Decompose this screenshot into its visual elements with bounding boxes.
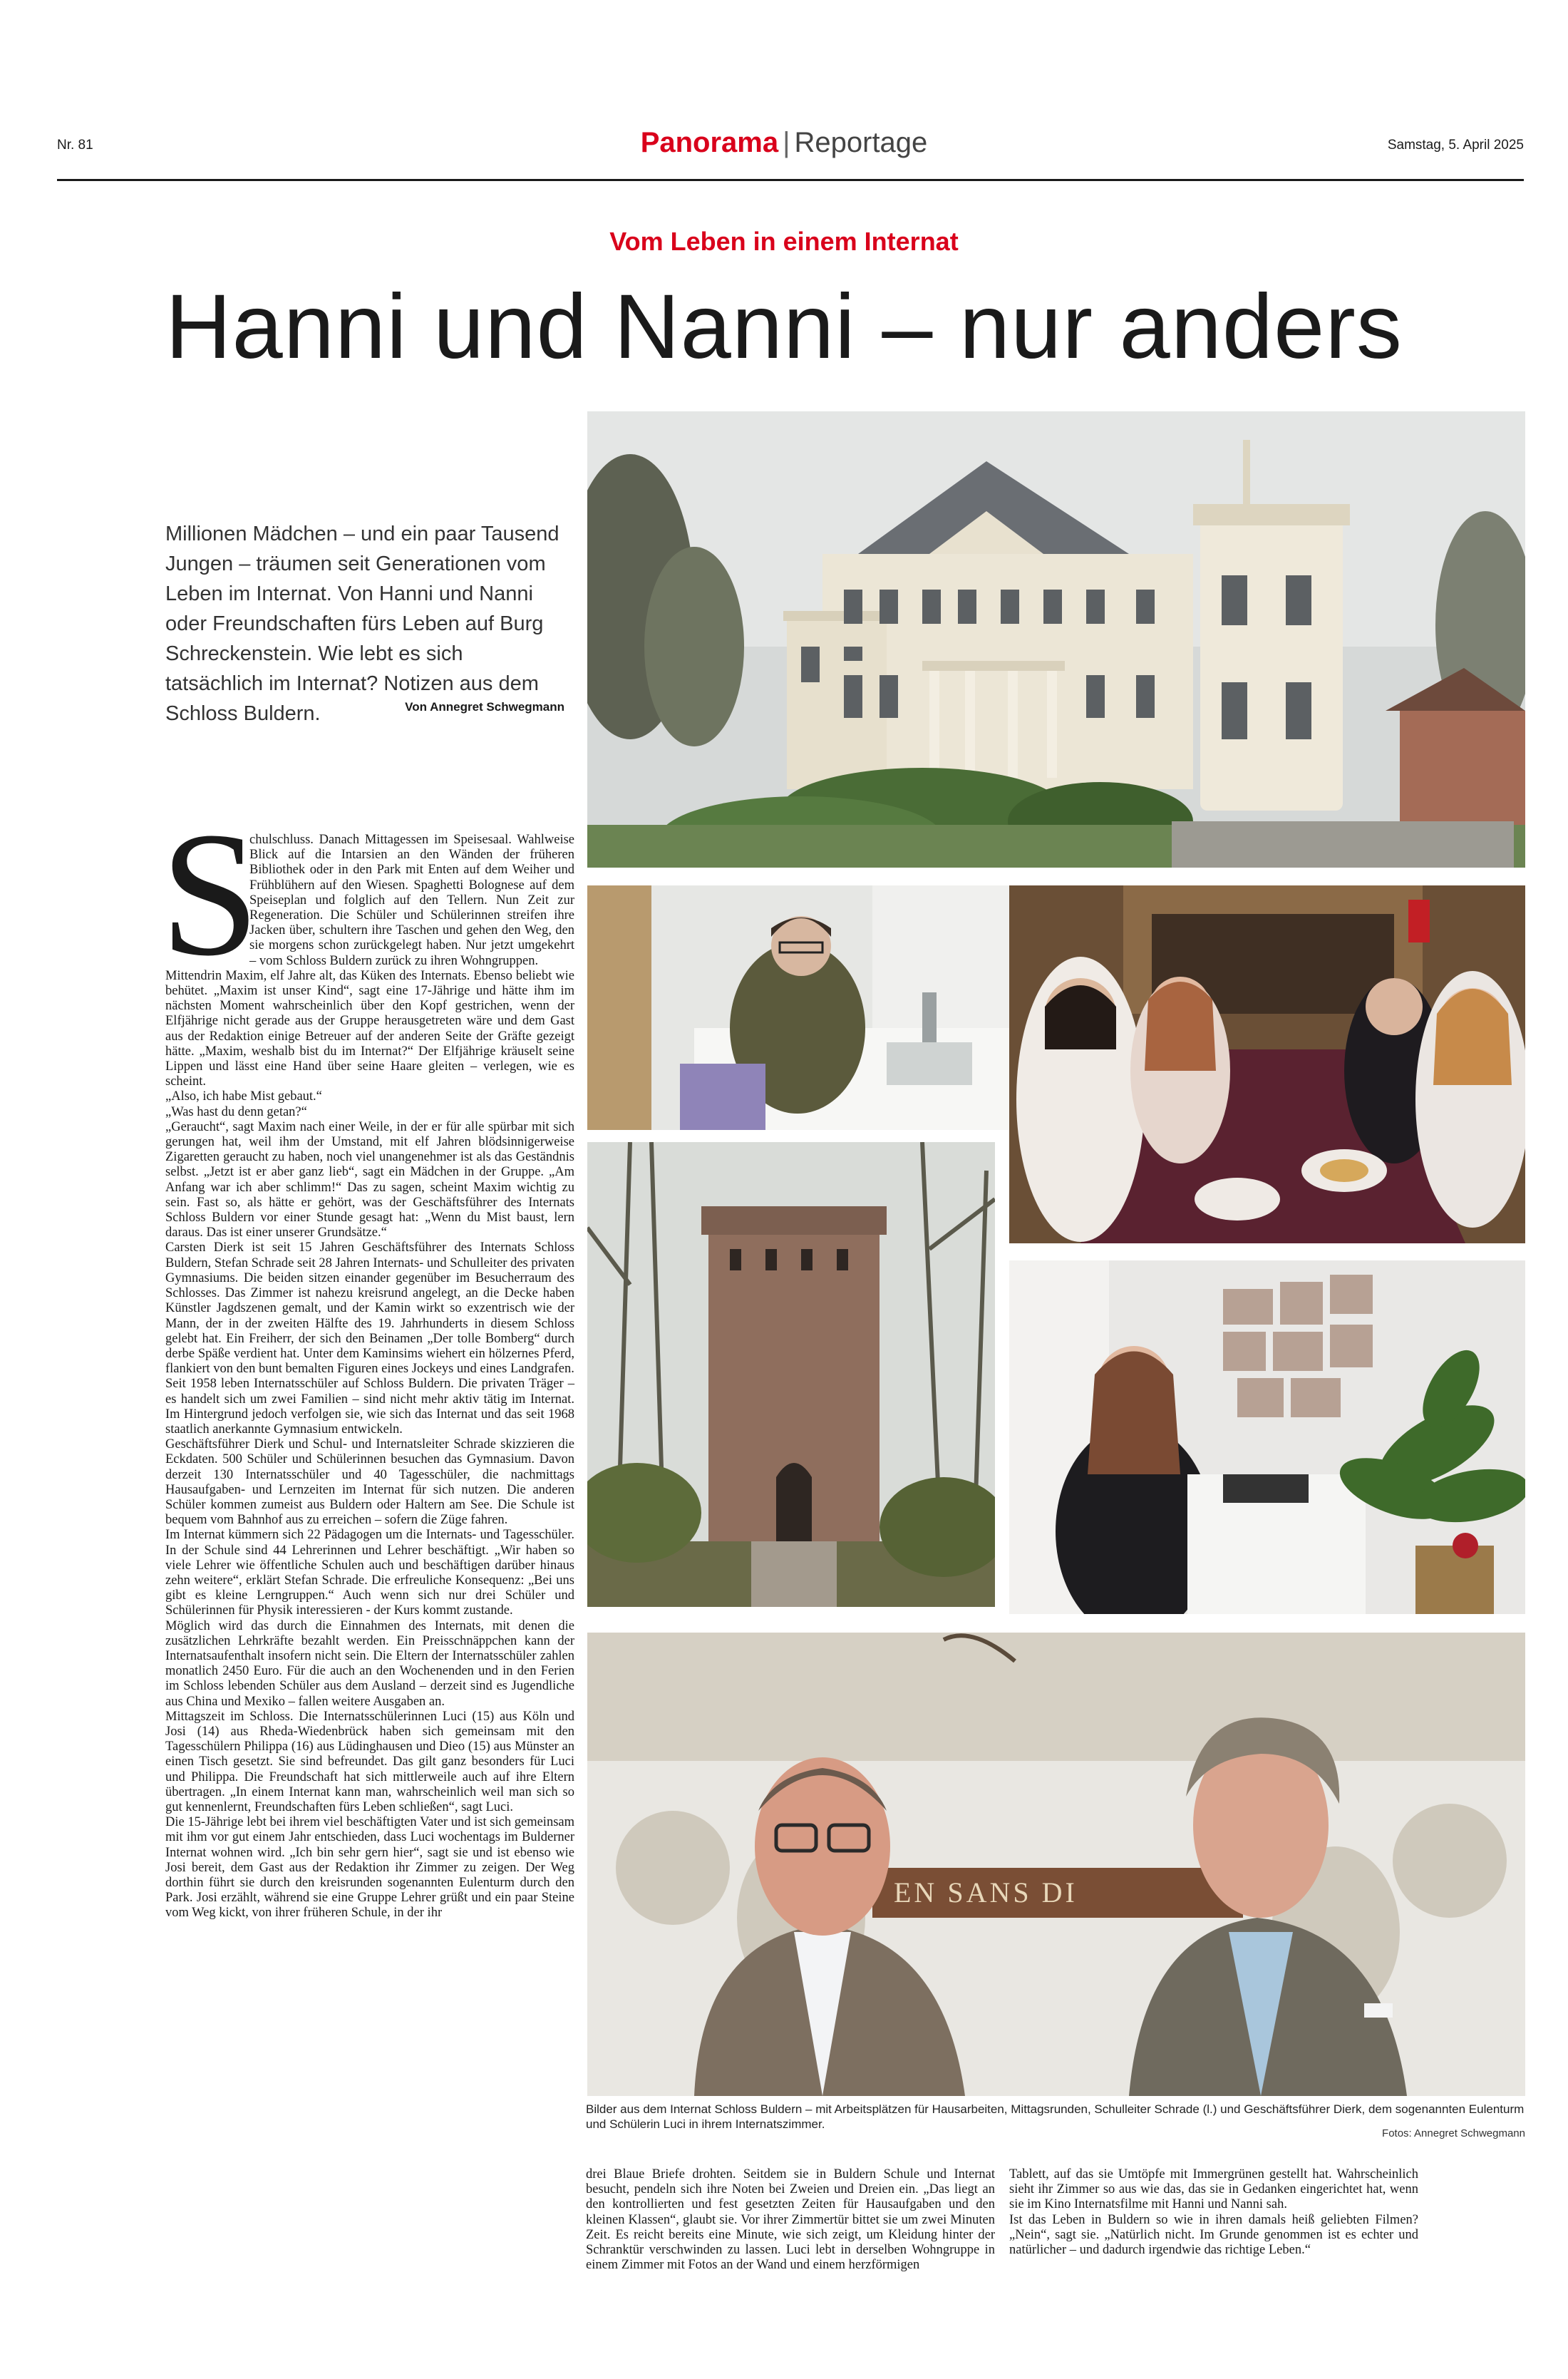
section-header xyxy=(0,127,1568,159)
article-paragraph: drei Blaue Briefe drohten. Seitdem sie in Buldern Schule und Internat besucht, pendeln sich ihre Noten bei Zweien und Dreien ein. „Das liegt an den kontrollierten und fest gesetzten Zeiten für Hausaufgaben und den kleinen Klassen“, glaubt sie. Vor ihrer Zimmertür bittet sie um zwei Minuten Zeit. Es reicht bereits eine Minute, wie sich zeigt, um Kleidung hinter der Schranktür verschwinden zu lassen. Luci lebt in derselben Wohngruppe in einem Zimmer mit Fotos an der Wand und einem herzförmigen xyxy=(586,2167,995,2273)
photo-caption: Bilder aus dem Internat Schloss Buldern – mit Arbeitsplätzen für Hausarbeiten, Mittagsrunden, Schulleiter Schrade (l.) und Geschäftsführer Dierk, dem sogenannten Eulenturm und Schülerin Luci in ihrem Internatszimmer. xyxy=(586,2102,1525,2131)
lunch-group-illustration xyxy=(1009,885,1525,1243)
student-desk-illustration xyxy=(587,885,1042,1130)
article-paragraph: „Also, ich habe Mist gebaut.“ xyxy=(165,1089,322,1104)
brand-label: Panorama xyxy=(640,127,779,158)
drop-cap: S xyxy=(160,796,260,993)
article-paragraph: Tablett, auf das sie Umtöpfe mit Immergrünen gestellt hat. Wahrscheinlich sieht ihr Zimmer so aus wie das, das sie in Gedanken eingerichtet hat, wenn sie im Kino Internatsfilme mit Hanni und Nanni sah. xyxy=(1009,2167,1418,2212)
intro-text: Millionen Mädchen – und ein paar Tausend Jungen – träumen seit Generationen vom Leben im Internat. Von Hanni und Nanni oder Freundschaften fürs Leben auf Burg Schreckenstein. Wie lebt es sich tatsächlich im Internat? Notizen aus dem Schloss Buldern. xyxy=(165,523,559,725)
student-desk-photo xyxy=(587,885,1042,1130)
headline: Hanni und Nanni – nur anders xyxy=(165,276,1403,378)
article-column-middle xyxy=(586,2167,995,2273)
owl-tower-illustration xyxy=(587,1142,995,1607)
lunch-group-photo xyxy=(1009,885,1525,1243)
article-paragraph: Geschäftsführer Dierk und Schul- und Internatsleiter Schrade skizzieren die Eckdaten. 500 Schüler und Schülerinnen besuchen das Gymnasium. Davon derzeit 130 Internatsschüler und 40 Tagesschüler, die nachmittags Hausaufgaben- und Lernzeiten im Internat für sich nutzen. Die anderen Schüler kommen zumeist aus Buldern oder Haltern am See. Die Schule ist bequem vom Bahnhof aus zu erreichen – sofern die Züge fahren. xyxy=(165,1437,574,1528)
article-paragraph: Mittagszeit im Schloss. Die Internatsschülerinnen Luci (15) aus Köln und Josi (14) aus Rheda-Wiedenbrück haben sich gemeinsam mit den Tagesschülern Philippa (16) aus Lüdinghausen und Dieo (15) aus Münster an einen Tisch gesetzt. Sie sind befreundet. Das gilt ganz besonders für Luci und Philippa. Die Freundschaft hat sich mittlerweile auch auf ihre Eltern übertragen. „In einem Internat kann man, wahrscheinlich weil man sich so gut kennenlernt, Freundschaften fürs Leben schließen“, sagt Luci. xyxy=(165,1709,574,1814)
issue-date: Samstag, 5. April 2025 xyxy=(1387,138,1524,153)
article-paragraph: Möglich wird das durch die Einnahmen des Internats, mit denen die zusätzlichen Lehrkräfte bezahlt werden. Ein Preisschnäppchen kann der Internatsaufenthalt insofern nicht sein. Die Eltern der Internatsschüler zahlen monatlich 2450 Euro. Für die auch an den Wochenenden und in den Ferien im Schloss lebenden Schüler aus dem Ausland – derzeit sind es Jugendliche aus China und Mexiko – fallen weitere Ausgaben an. xyxy=(165,1618,574,1709)
wall-inscription: EN SANS DI xyxy=(894,1876,1078,1908)
article-column-right xyxy=(1009,2167,1418,2258)
student-room-illustration xyxy=(1009,1260,1525,1614)
article-paragraph: „Geraucht“, sagt Maxim nach einer Weile, in der er für alle spürbar mit sich gerungen hat, weil ihm der Umstand, mit elf Jahren blödsinnigerweise Zigaretten geraucht zu haben, noch viel unangenehmer ist als das Geständnis selbst. „Jetzt ist er aber ganz lieb“, sagt ein Mädchen in der Gruppe. „Am Anfang war ich aber schlimm!“ Das zu sagen, scheint Maxim wichtig zu sein. Fast so, als hätte er gehört, was der Geschäftsführer des Internats Schloss Buldern vor einer Stunde gesagt hat: „Wenn du Mist baust, lern daraus. Das ist einer unserer Grundsätze.“ xyxy=(165,1119,574,1240)
kicker: Vom Leben in einem Internat xyxy=(609,227,959,256)
castle-illustration xyxy=(587,411,1525,868)
article-paragraph: Mittendrin Maxim, elf Jahre alt, das Küken des Internats. Ebenso beliebt wie behütet. „Maxim ist unser Kind“, sagt eine 17-Jährige und hätte ihm im nächsten Moment wahrscheinlich über den Kopf gestrichen, wenn der Elfjährige nicht gerade aus der Gruppe herausgetreten wäre und dem Gast aus der Redaktion einige Betreuer auf der anderen Seite der Gräfte gezeigt hätte. „Maxim, weshalb bist du im Internat?“ Der Elfjährige kräuselt seine Lippen und lässt eine Hand über seine Haare gleiten – verlegen, wie es scheint. xyxy=(165,968,574,1089)
article-paragraph: chulschluss. Danach Mittagessen im Speisesaal. Wahlweise Blick auf die Intarsien an den Wänden der früheren Bibliothek oder in den Park mit Enten auf dem Weiher und Frühblühern auf den Wiesen. Spaghetti Bolognese auf dem Speiseplan und folglich auf den Tellern. Nun Zeit zur Regeneration. Die Schüler und Schülerinnen streifen ihre Jacken über, schultern ihre Taschen und gehen den Weg, den sie morgens schon zurückgelegt haben. Nur jetzt umgekehrt – vom Schloss Buldern zurück zu ihren Wohngruppen. xyxy=(249,833,574,968)
section-separator: | xyxy=(783,127,790,158)
article-paragraph: Seit 1958 leben Internatsschüler auf Schloss Buldern. Die privaten Träger – es handelt sich um zwei Familien – sind nicht mehr aktiv tätig im Internat. Im Hintergrund jedoch verfolgen sie, wie sich das Internat und das seit 1968 staatlich anerkannte Gymnasium entwickeln. xyxy=(165,1377,574,1437)
issue-number: Nr. 81 xyxy=(57,138,93,153)
article-paragraph: „Was hast du denn getan?“ xyxy=(165,1104,307,1119)
student-room-photo xyxy=(1009,1260,1525,1614)
section-label: Reportage xyxy=(794,127,928,158)
photo-credit: Fotos: Annegret Schwegmann xyxy=(1382,2127,1525,2139)
school-leaders-illustration xyxy=(587,1633,1525,2096)
castle-photo xyxy=(587,411,1525,868)
school-leaders-photo xyxy=(587,1633,1525,2096)
article-paragraph: Carsten Dierk ist seit 15 Jahren Geschäftsführer des Internats Schloss Buldern, Stefan Schrade seit 28 Jahren Internats- und Schulleiter des privaten Gymnasiums. Die beiden sitzen einander gegenüber im Besucherraum des Schlosses. Das Zimmer ist nahezu kreisrund angelegt, an die Decke haben Künstler Jagdszenen gemalt, und der Kamin wirkt so exzentrisch wie der Mann, der in der zweiten Hälfte des 19. Jahrhunderts in diesem Schloss gelebt hat. Ein Freiherr, der sich den Beinamen „Der tolle Bomberg“ durch derbe Späße verdient hat. Unter dem Kaminsims wiehert ein hölzernes Pferd, flankiert von den bunt bemalten Figuren eines Jockeys und eines Landgrafen. xyxy=(165,1240,574,1377)
owl-tower-photo xyxy=(587,1142,995,1607)
byline: Von Annegret Schwegmann xyxy=(405,700,564,714)
article-paragraph: Die 15-Jährige lebt bei ihrem viel beschäftigten Vater und ist sich gemeinsam mit ihm vor gut einem Jahr entschieden, dass Luci wochentags im Bulderner Internat wohnen wird. „Ich bin sehr gern hier“, sagt sie und ist ebenso wie Josi bereit, dem Gast aus der Redaktion ihr Zimmer zu zeigen. Der Weg dorthin führt sie durch den kreisrunden sogenannten Eulenturm durch den Park. Josi erzählt, während sie eine Gruppe Lehrer grüßt und ein paar Steine vom Weg kickt, von ihrer früheren Schule, in der ihr xyxy=(165,1815,574,1921)
article-column-left xyxy=(165,833,574,1921)
article-paragraph: Im Internat kümmern sich 22 Pädagogen um die Internats- und Tagesschüler. In der Schule sind 44 Lehrerinnen und Lehrer beschäftigt. „Wir haben so viele Lehrer wie öffentliche Schulen auch und beschäftigen darüber hinaus zehn weitere“, erklärt Stefan Schrade. Die erfreuliche Konsequenz: „Bei uns gibt es kleine Lerngruppen.“ Auch wenn sich nur drei Schüler und Schülerinnen für Physik interessieren - der Kurs kommt zustande. xyxy=(165,1528,574,1618)
header-rule xyxy=(57,179,1524,181)
article-paragraph: Ist das Leben in Buldern so wie in ihren damals heiß geliebten Filmen? „Nein“, sagt sie. „Natürlich nicht. Im Grunde genommen ist es echter und natürlicher – und dadurch irgendwie das richtige Leben.“ xyxy=(1009,2212,1418,2258)
